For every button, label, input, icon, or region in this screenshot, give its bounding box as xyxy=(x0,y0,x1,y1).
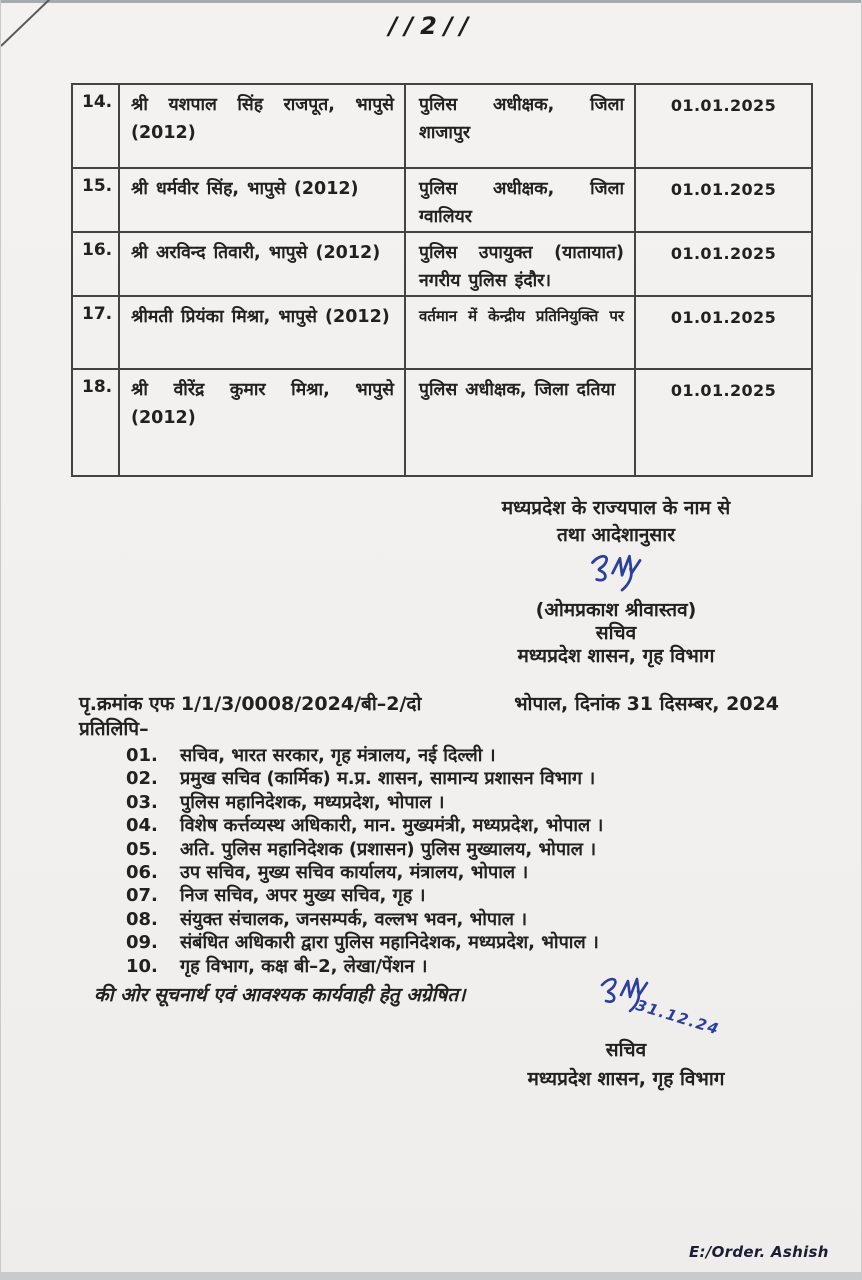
item-number: 10. xyxy=(126,955,158,977)
distribution-list xyxy=(1,744,761,978)
item-number: 05. xyxy=(126,838,158,860)
officer-position: वर्तमान में केन्द्रीय प्रतिनियुक्ति पर xyxy=(405,296,635,369)
effective-date: 01.01.2025 xyxy=(635,232,812,296)
table-row xyxy=(72,296,812,369)
list-item xyxy=(1,814,761,837)
bottom-signatory-block xyxy=(496,1036,756,1091)
row-serial: 16. xyxy=(72,232,119,296)
item-number: 03. xyxy=(126,791,158,813)
item-text: गृह विभाग, कक्ष बी–2, लेखा/पेंशन । xyxy=(180,955,428,977)
signatory-name: (ओमप्रकाश श्रीवास्तव) xyxy=(535,599,697,621)
reference-number: पृ.क्रमांक एफ 1/1/3/0008/2024/बी–2/दो xyxy=(79,693,422,715)
row-serial: 15. xyxy=(72,168,119,232)
item-number: 07. xyxy=(126,885,158,907)
list-item xyxy=(1,884,761,907)
authority-line-1: मध्यप्रदेश के राज्यपाल के नाम से xyxy=(501,497,731,519)
item-number: 06. xyxy=(126,861,158,883)
item-text: संबंधित अधिकारी द्वारा पुलिस महानिदेशक, मध्यप्रदेश, भोपाल । xyxy=(180,932,599,954)
officer-name: श्री यशपाल सिंह राजपूत, भापुसे (2012) xyxy=(119,84,405,168)
table-row xyxy=(72,232,812,296)
scan-edge-top xyxy=(1,0,862,3)
reference-place-date: भोपाल, दिनांक 31 दिसम्बर, 2024 xyxy=(514,693,779,715)
list-item xyxy=(1,791,761,814)
authority-line-2: तथा आदेशानुसार xyxy=(557,524,675,546)
officers-table xyxy=(71,83,813,477)
officer-position: पुलिस अधीक्षक, जिला दतिया xyxy=(405,369,635,476)
page-number: //2// xyxy=(388,12,476,40)
item-text: निज सचिव, अपर मुख्य सचिव, गृह । xyxy=(180,885,426,907)
item-text: विशेष कर्त्तव्यस्थ अधिकारी, मान. मुख्यमंत्री, मध्यप्रदेश, भोपाल । xyxy=(180,815,604,837)
row-serial: 17. xyxy=(72,296,119,369)
row-serial: 18. xyxy=(72,369,119,476)
list-item xyxy=(1,861,761,884)
item-text: पुलिस महानिदेशक, मध्यप्रदेश, भोपाल । xyxy=(180,791,445,813)
list-item xyxy=(1,931,761,954)
officer-name: श्री अरविन्द तिवारी, भापुसे (2012) xyxy=(119,232,405,296)
officer-position: पुलिस अधीक्षक, जिला ग्वालियर xyxy=(405,168,635,232)
item-number: 08. xyxy=(126,908,158,930)
effective-date: 01.01.2025 xyxy=(635,296,812,369)
item-text: प्रमुख सचिव (कार्मिक) म.प्र. शासन, सामान्य प्रशासन विभाग । xyxy=(180,768,596,790)
signatory-dept: मध्यप्रदेश शासन, गृह विभाग xyxy=(517,645,715,667)
bottom-signatory-dept: मध्यप्रदेश शासन, गृह विभाग xyxy=(527,1068,725,1090)
forwarding-note: की ओर सूचनार्थ एवं आवश्यक कार्यवाही हेतु अग्रेषित। xyxy=(94,984,466,1006)
officer-position: पुलिस अधीक्षक, जिला शाजापुर xyxy=(405,84,635,168)
file-reference-note: E:/Order. Ashish xyxy=(689,1243,829,1261)
item-number: 09. xyxy=(126,932,158,954)
scan-edge-bottom xyxy=(1,1272,862,1280)
signatory-title: सचिव xyxy=(595,622,637,644)
officer-name: श्री वीरेंद्र कुमार मिश्रा, भापुसे (2012) xyxy=(119,369,405,476)
signature-date: 31.12.24 xyxy=(633,996,723,1039)
list-item xyxy=(1,908,761,931)
officer-position: पुलिस उपायुक्त (यातायात) नगरीय पुलिस इंदौर। xyxy=(405,232,635,296)
item-text: उप सचिव, मुख्य सचिव कार्यालय, मंत्रालय, भोपाल । xyxy=(180,861,529,883)
item-number: 01. xyxy=(126,745,158,766)
item-text: अति. पुलिस महानिदेशक (प्रशासन) पुलिस मुख्यालय, भोपाल । xyxy=(180,838,597,860)
effective-date: 01.01.2025 xyxy=(635,369,812,476)
list-item xyxy=(1,767,761,790)
bottom-signatory-title: सचिव xyxy=(605,1039,647,1061)
item-text: संयुक्त संचालक, जनसम्पर्क, वल्लभ भवन, भोपाल । xyxy=(180,908,528,930)
item-text: सचिव, भारत सरकार, गृह मंत्रालय, नई दिल्ली । xyxy=(180,745,496,766)
list-item xyxy=(1,744,761,767)
officer-name: श्रीमती प्रियंका मिश्रा, भापुसे (2012) xyxy=(119,296,405,369)
officer-name: श्री धर्मवीर सिंह, भापुसे (2012) xyxy=(119,168,405,232)
row-serial: 14. xyxy=(72,84,119,168)
item-number: 04. xyxy=(126,815,158,837)
reference-line xyxy=(79,690,779,716)
effective-date: 01.01.2025 xyxy=(635,168,812,232)
table-row xyxy=(72,168,812,232)
signature-scribble-icon xyxy=(584,549,658,593)
item-number: 02. xyxy=(126,768,158,790)
table-row xyxy=(72,369,812,476)
copy-to-label: प्रतिलिपि– xyxy=(79,718,149,740)
table-row xyxy=(72,84,812,168)
effective-date: 01.01.2025 xyxy=(635,84,812,168)
list-item xyxy=(1,838,761,861)
